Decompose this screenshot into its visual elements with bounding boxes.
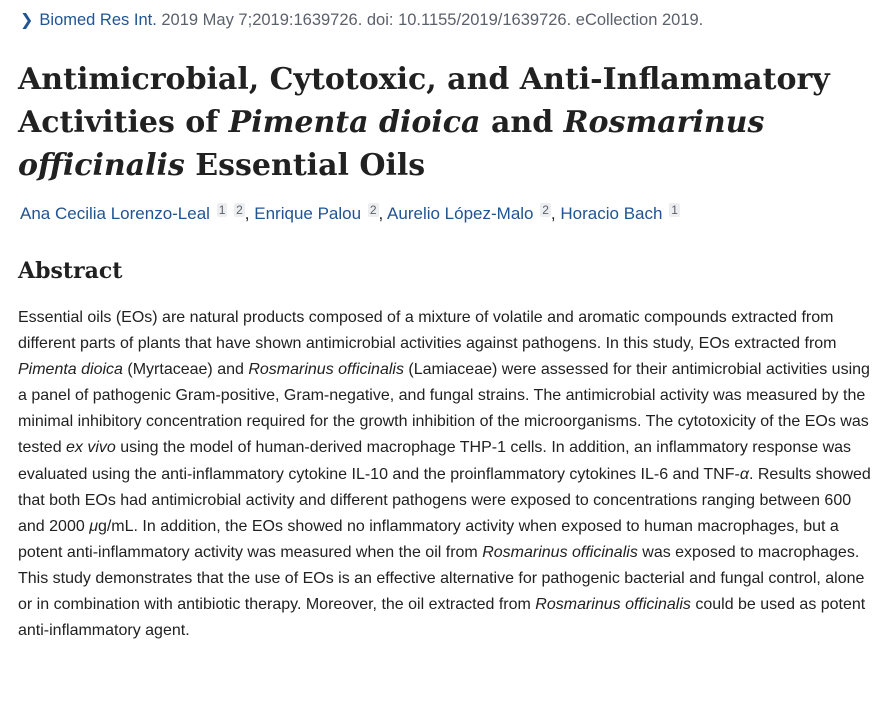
chevron-right-icon[interactable]: ❯ [20,12,34,29]
abstract-italic-run: Rosmarinus officinalis [482,543,638,561]
title-text: Essential Oils [184,148,426,183]
author-link[interactable]: Ana Cecilia Lorenzo-Leal [20,204,210,223]
article-title [18,58,878,187]
abstract-text-run: g/mL. In addition, the EOs showed no inflammatory activity when exposed to human macrophages, but a potent anti-inflammatory activity was measured when the oil from [18,517,839,561]
abstract-text-run: using the model of human-derived macrophage THP-1 cells. In addition, an inflammatory response was evaluated using the anti-inflammatory cytokine IL-10 and the proinflammatory cytokines IL-6 and TNF- [18,439,852,483]
journal-link[interactable]: Biomed Res Int. [39,11,157,29]
affiliation-link[interactable]: 2 [236,203,243,217]
abstract-text-run: (Lamiaceae) were assessed for their antimicrobial activities using a panel of pathogenic Gram-positive, Gram-negative, and fungal strains. The antimicrobial activity was measured by the minimal inhibitory concentration required for the growth inhibition of the microorganisms. The cytotoxicity of the EOs was tested [18,361,870,457]
abstract-italic-run: Rosmarinus officinalis [535,596,691,614]
abstract-text-run: (Myrtaceae) and [122,361,249,379]
abstract-italic-run: Rosmarinus officinalis [248,361,404,379]
affiliation-link[interactable]: 1 [671,203,678,217]
affiliation-link[interactable]: 2 [542,203,549,217]
abstract-heading: Abstract [18,258,123,284]
abstract-italic-run: μ [89,517,98,535]
affiliation-link[interactable]: 1 [218,203,226,217]
citation-details: 2019 May 7;2019:1639726. doi: 10.1155/2019/1639726. eCollection 2019. [156,11,704,29]
author-link[interactable]: Enrique Palou [254,204,362,223]
abstract-text-run: could be used as potent anti-inflammatory agent. [18,596,866,640]
abstract-text-run: Essential oils (EOs) are natural products composed of a mixture of volatile and aromatic compounds extracted from different parts of plants that have shown antimicrobial activities against pathogens. In this study, EOs extracted from [18,309,837,353]
author-separator: , [244,204,250,223]
author-separator: , [378,204,384,223]
title-text: and [480,105,564,140]
author-link[interactable]: Horacio Bach [560,204,663,223]
title-species-1: Pimenta dioica [228,105,481,140]
author-list [20,204,680,224]
author-separator: , [550,204,556,223]
affiliation-link[interactable]: 2 [369,203,377,217]
abstract-italic-run: ex vivo [66,439,116,457]
abstract-text [18,305,874,644]
abstract-italic-run: α [739,465,749,483]
author-link[interactable]: Aurelio López-Malo [387,204,534,223]
abstract-text-run: . Results showed that both EOs had antimicrobial activity and different pathogens were exposed to concentrations ranging between 600 and 2000 [18,465,871,535]
abstract-italic-run: Pimenta dioica [18,361,123,379]
citation-line [20,10,703,30]
title-species-2: Rosmarinus officinalis [18,105,765,183]
abstract-text-run: was exposed to macrophages. This study demonstrates that the use of EOs is an effective alternative for pathogenic bacterial and fungal control, alone or in combination with antibiotic therapy. Moreover, the oil extracted from [18,543,865,614]
title-text: Antimicrobial, Cytotoxic, and Anti-Inflammatory Activities of [18,62,830,140]
